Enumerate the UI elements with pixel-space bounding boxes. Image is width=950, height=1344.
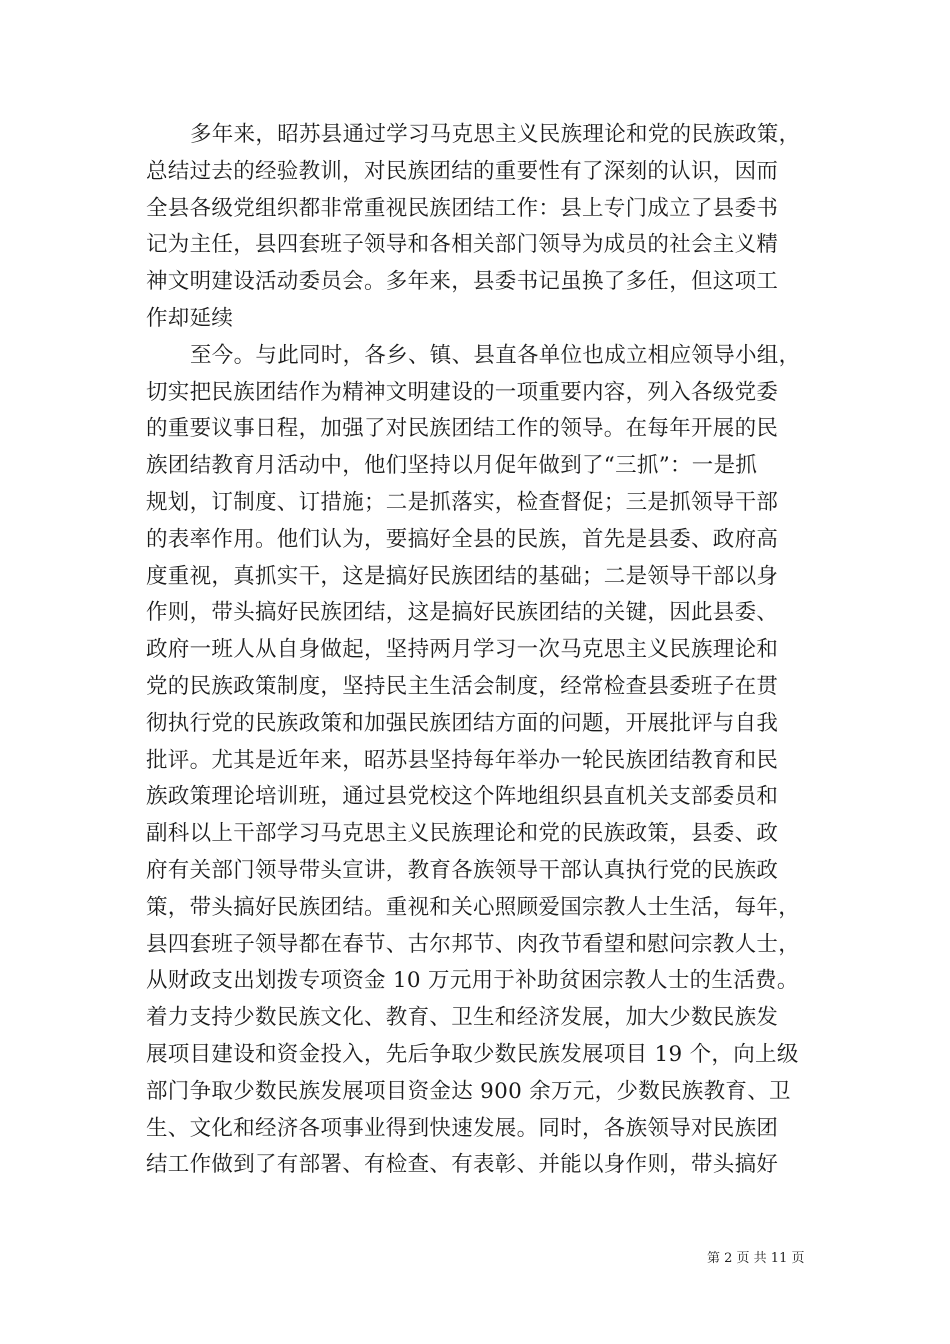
text-line: 至今。与此同时，各乡、镇、县直各单位也成立相应领导小组， bbox=[190, 342, 801, 368]
text-line: 族团结教育月活动中，他们坚持以月促年做到了“三抓”：一是抓 bbox=[146, 453, 758, 479]
text-line: 生、文化和经济各项事业得到快速发展。同时，各族领导对民族团 bbox=[146, 1115, 779, 1141]
text-line: 着力支持少数民族文化、教育、卫生和经济发展，加大少数民族发 bbox=[146, 1005, 779, 1031]
text-line: 批评。尤其是近年来，昭苏县坚持每年举办一轮民族团结教育和民 bbox=[146, 747, 779, 773]
text-line: 度重视，真抓实干，这是搞好民族团结的基础；二是领导干部以身 bbox=[146, 563, 779, 589]
body-text bbox=[146, 117, 806, 1184]
text-line: 的重要议事日程，加强了对民族团结工作的领导。在每年开展的民 bbox=[146, 416, 779, 442]
text-line: 府有关部门领导带头宣讲，教育各族领导干部认真执行党的民族政 bbox=[146, 857, 779, 883]
text-line: 多年来，昭苏县通过学习马克思主义民族理论和党的民族政策， bbox=[190, 122, 801, 147]
text-line: 结工作做到了有部署、有检查、有表彰、并能以身作则，带头搞好 bbox=[146, 1152, 779, 1178]
page-number: 第 2 页 共 11 页 bbox=[707, 1251, 805, 1266]
text-line: 党的民族政策制度，坚持民主生活会制度，经常检查县委班子在贯 bbox=[146, 673, 779, 699]
text-line: 展项目建设和资金投入，先后争取少数民族发展项目 19 个，向上级 bbox=[146, 1041, 799, 1067]
text-line: 彻执行党的民族政策和加强民族团结方面的问题，开展批评与自我 bbox=[146, 710, 779, 736]
text-line: 策，带头搞好民族团结。重视和关心照顾爱国宗教人士生活，每年， bbox=[146, 894, 801, 920]
text-line: 从财政支出划拨专项资金 10 万元用于补助贫困宗教人士的生活费。 bbox=[146, 968, 799, 994]
text-line: 全县各级党组织都非常重视民族团结工作：县上专门成立了县委书 bbox=[146, 195, 779, 221]
text-line: 规划，订制度、订措施；二是抓落实，检查督促；三是抓领导干部 bbox=[146, 489, 779, 515]
text-line: 部门争取少数民族发展项目资金达 900 余万元，少数民族教育、卫 bbox=[146, 1078, 791, 1104]
text-line: 族政策理论培训班，通过县党校这个阵地组织县直机关支部委员和 bbox=[146, 784, 779, 810]
text-line: 县四套班子领导都在春节、古尔邦节、肉孜节看望和慰问宗教人士， bbox=[146, 931, 801, 957]
text-line: 作则，带头搞好民族团结，这是搞好民族团结的关键，因此县委、 bbox=[146, 600, 779, 626]
text-line: 副科以上干部学习马克思主义民族理论和党的民族政策，县委、政 bbox=[146, 821, 779, 847]
text-line: 作却延续 bbox=[146, 305, 234, 331]
text-line: 的表率作用。他们认为，要搞好全县的民族，首先是县委、政府高 bbox=[146, 526, 779, 552]
text-line: 总结过去的经验教训，对民族团结的重要性有了深刻的认识，因而 bbox=[146, 158, 779, 184]
text-line: 神文明建设活动委员会。多年来，县委书记虽换了多任，但这项工 bbox=[146, 269, 779, 295]
text-line: 切实把民族团结作为精神文明建设的一项重要内容，列入各级党委 bbox=[146, 379, 779, 405]
text-line: 记为主任，县四套班子领导和各相关部门领导为成员的社会主义精 bbox=[146, 232, 779, 258]
text-line: 政府一班人从自身做起，坚持两月学习一次马克思主义民族理论和 bbox=[146, 637, 779, 663]
